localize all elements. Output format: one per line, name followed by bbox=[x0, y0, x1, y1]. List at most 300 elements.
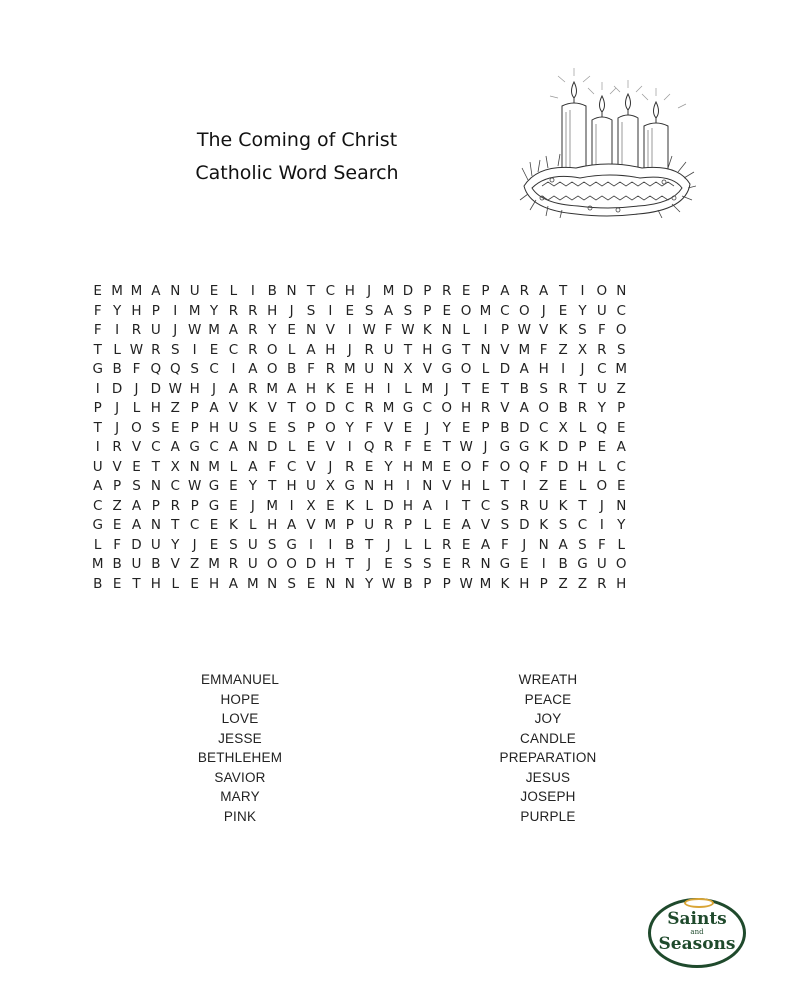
grid-letter: C bbox=[325, 283, 336, 299]
grid-letter: V bbox=[325, 322, 335, 338]
grid-letter: B bbox=[558, 400, 568, 416]
grid-letter: S bbox=[403, 302, 413, 319]
grid-letter: F bbox=[93, 322, 102, 338]
grid-letter: S bbox=[616, 341, 626, 358]
grid-letter: J bbox=[599, 497, 604, 514]
grid-letter: E bbox=[229, 478, 238, 494]
grid-letter: E bbox=[93, 283, 102, 299]
grid-letter: V bbox=[539, 322, 549, 338]
word-list-item: JESSE bbox=[218, 730, 262, 746]
grid-letter: E bbox=[267, 419, 277, 436]
grid-letter: J bbox=[580, 361, 585, 377]
grid-letter: A bbox=[228, 322, 239, 338]
grid-letter: N bbox=[150, 478, 161, 494]
grid-letter: H bbox=[364, 380, 375, 397]
grid-letter: X bbox=[325, 478, 335, 494]
grid-letter: H bbox=[519, 575, 530, 592]
grid-letter: E bbox=[403, 419, 413, 436]
word-list-item: HOPE bbox=[220, 691, 260, 707]
grid-letter: U bbox=[131, 556, 142, 572]
grid-letter: J bbox=[328, 458, 333, 475]
grid-letter: E bbox=[597, 439, 607, 455]
grid-letter: S bbox=[364, 302, 374, 319]
grid-letter: N bbox=[538, 536, 549, 553]
grid-letter: U bbox=[189, 283, 200, 299]
grid-letter: L bbox=[481, 361, 490, 377]
grid-letter: R bbox=[151, 341, 161, 358]
grid-letter: S bbox=[403, 556, 413, 572]
grid-letter: U bbox=[247, 536, 258, 553]
grid-letter: E bbox=[423, 439, 432, 455]
grid-letter: Y bbox=[112, 302, 122, 319]
grid-letter: M bbox=[266, 497, 279, 514]
grid-letter: L bbox=[287, 341, 296, 358]
grid-letter: G bbox=[92, 517, 103, 533]
advent-wreath-candles-icon bbox=[518, 68, 696, 218]
grid-letter: Y bbox=[578, 302, 587, 319]
grid-letter: A bbox=[616, 439, 626, 455]
grid-letter: J bbox=[134, 380, 139, 397]
grid-letter: H bbox=[208, 575, 220, 592]
grid-letter: O bbox=[266, 556, 278, 572]
grid-letter: I bbox=[115, 322, 120, 338]
grid-letter: V bbox=[480, 517, 491, 533]
grid-letter: H bbox=[267, 302, 278, 319]
grid-letter: L bbox=[229, 283, 238, 299]
word-list-item: PURPLE bbox=[520, 808, 576, 824]
grid-letter: T bbox=[500, 478, 510, 494]
title-line-1: The Coming of Christ bbox=[196, 129, 398, 151]
grid-letter: A bbox=[228, 380, 239, 397]
grid-letter: O bbox=[538, 400, 549, 416]
grid-letter: I bbox=[444, 497, 449, 514]
grid-letter: F bbox=[597, 536, 606, 553]
grid-letter: E bbox=[442, 517, 451, 533]
grid-letter: L bbox=[598, 458, 606, 475]
grid-letter: C bbox=[228, 341, 239, 358]
grid-letter: L bbox=[423, 536, 432, 553]
grid-letter: D bbox=[499, 361, 511, 377]
grid-letter: U bbox=[228, 419, 239, 436]
grid-letter: E bbox=[209, 341, 219, 358]
grid-letter: M bbox=[615, 361, 628, 377]
grid-letter: A bbox=[519, 361, 529, 377]
grid-letter: T bbox=[345, 556, 354, 572]
grid-letter: A bbox=[209, 400, 219, 416]
grid-letter: Y bbox=[617, 517, 626, 533]
grid-letter: E bbox=[209, 536, 219, 553]
grid-letter: R bbox=[383, 439, 394, 455]
grid-letter: M bbox=[111, 283, 123, 299]
grid-letter: U bbox=[596, 556, 607, 572]
grid-letter: P bbox=[113, 478, 122, 494]
grid-letter: Z bbox=[112, 497, 122, 514]
grid-letter: F bbox=[384, 322, 393, 338]
grid-letter: Z bbox=[190, 556, 200, 572]
grid-letter: Q bbox=[596, 419, 608, 436]
grid-letter: I bbox=[347, 322, 352, 338]
grid-letter: W bbox=[401, 322, 415, 338]
word-list-item: BETHLEHEM bbox=[197, 750, 283, 765]
grid-letter: M bbox=[130, 283, 143, 299]
grid-letter: P bbox=[190, 419, 199, 436]
grid-letter: G bbox=[344, 478, 355, 494]
grid-letter: Z bbox=[616, 380, 626, 397]
word-list-item: MARY bbox=[220, 789, 260, 804]
grid-row bbox=[88, 458, 708, 478]
grid-letter: A bbox=[151, 283, 161, 299]
grid-letter: Y bbox=[345, 419, 354, 436]
grid-letter: L bbox=[617, 536, 625, 553]
grid-letter: I bbox=[231, 361, 236, 377]
grid-letter: P bbox=[190, 400, 199, 416]
grid-letter: U bbox=[306, 478, 316, 494]
grid-letter: J bbox=[541, 302, 546, 319]
grid-letter: S bbox=[267, 536, 277, 553]
grid-letter: A bbox=[286, 380, 297, 397]
grid-letter: J bbox=[115, 400, 120, 416]
grid-letter: V bbox=[267, 400, 277, 416]
grid-letter: D bbox=[557, 439, 569, 455]
grid-letter: Z bbox=[170, 400, 180, 416]
grid-letter: R bbox=[461, 556, 471, 572]
grid-letter: R bbox=[248, 341, 258, 358]
grid-letter: S bbox=[539, 380, 548, 397]
grid-letter: F bbox=[481, 458, 490, 475]
grid-letter: R bbox=[597, 575, 607, 592]
grid-letter: R bbox=[442, 283, 452, 299]
grid-letter: E bbox=[558, 478, 568, 494]
grid-letter: Z bbox=[558, 341, 568, 358]
grid-letter: M bbox=[421, 380, 434, 397]
grid-letter: T bbox=[306, 283, 316, 299]
word-list-left bbox=[150, 670, 330, 826]
grid-letter: J bbox=[367, 283, 372, 299]
grid-letter: T bbox=[500, 380, 510, 397]
grid-letter: R bbox=[248, 302, 258, 319]
grid-letter: J bbox=[250, 497, 255, 514]
grid-letter: L bbox=[132, 400, 141, 416]
grid-letter: N bbox=[325, 575, 336, 592]
grid-letter: D bbox=[383, 497, 394, 514]
grid-letter: R bbox=[345, 458, 355, 475]
word-list-item: PINK bbox=[223, 808, 257, 824]
grid-letter: C bbox=[500, 302, 510, 319]
grid-letter: B bbox=[403, 575, 413, 592]
grid-letter: F bbox=[501, 536, 509, 553]
grid-letter: T bbox=[442, 439, 451, 455]
grid-letter: E bbox=[461, 536, 471, 553]
grid-letter: P bbox=[151, 497, 160, 514]
grid-letter: P bbox=[306, 419, 316, 436]
grid-row bbox=[88, 302, 708, 322]
grid-letter: I bbox=[192, 341, 197, 358]
grid-letter: G bbox=[441, 341, 452, 358]
grid-letter: U bbox=[383, 341, 394, 358]
word-list-item: PEACE bbox=[524, 691, 572, 707]
grid-letter: L bbox=[171, 575, 180, 592]
grid-letter: S bbox=[423, 556, 432, 572]
grid-letter: E bbox=[442, 302, 451, 319]
grid-letter: T bbox=[461, 497, 471, 514]
grid-letter: W bbox=[362, 322, 376, 338]
grid-letter: L bbox=[249, 517, 257, 533]
grid-letter: Q bbox=[150, 361, 162, 377]
grid-letter: L bbox=[93, 536, 102, 553]
grid-letter: R bbox=[228, 556, 239, 572]
grid-letter: S bbox=[287, 575, 296, 592]
grid-letter: M bbox=[518, 341, 531, 358]
word-list-item: CANDLE bbox=[520, 730, 576, 746]
grid-letter: V bbox=[306, 517, 316, 533]
grid-letter: J bbox=[444, 380, 449, 397]
grid-letter: S bbox=[190, 361, 199, 377]
grid-letter: Y bbox=[442, 419, 451, 436]
grid-letter: U bbox=[364, 361, 375, 377]
grid-letter: B bbox=[151, 556, 161, 572]
grid-letter: E bbox=[558, 302, 568, 319]
grid-letter: N bbox=[616, 497, 627, 514]
grid-letter: K bbox=[345, 497, 355, 514]
grid-letter: G bbox=[499, 439, 511, 455]
grid-letter: H bbox=[344, 283, 355, 299]
grid-letter: F bbox=[93, 302, 102, 319]
grid-letter: A bbox=[248, 458, 258, 475]
grid-letter: J bbox=[212, 380, 217, 397]
grid-letter: H bbox=[208, 419, 220, 436]
grid-letter: O bbox=[266, 341, 278, 358]
grid-letter: P bbox=[403, 517, 413, 533]
grid-letter: K bbox=[248, 400, 258, 416]
grid-letter: O bbox=[596, 478, 608, 494]
grid-letter: Y bbox=[365, 575, 374, 592]
grid-letter: C bbox=[286, 458, 297, 475]
grid-letter: B bbox=[286, 361, 297, 377]
grid-letter: P bbox=[93, 400, 102, 416]
grid-letter: Z bbox=[558, 575, 568, 592]
grid-letter: F bbox=[539, 341, 548, 358]
grid-letter: E bbox=[461, 283, 471, 299]
grid-letter: F bbox=[113, 536, 121, 553]
grid-letter: O bbox=[460, 361, 472, 377]
grid-letter: E bbox=[190, 575, 199, 592]
grid-letter: L bbox=[578, 419, 587, 436]
grid-letter: C bbox=[616, 302, 626, 319]
grid-letter: F bbox=[539, 458, 548, 475]
grid-letter: L bbox=[462, 322, 470, 338]
grid-letter: E bbox=[132, 458, 141, 475]
grid-letter: J bbox=[367, 556, 372, 572]
grid-letter: R bbox=[558, 380, 568, 397]
grid-letter: C bbox=[577, 517, 588, 533]
grid-letter: L bbox=[287, 439, 296, 455]
grid-letter: B bbox=[345, 536, 355, 553]
grid-row bbox=[88, 555, 708, 575]
grid-letter: M bbox=[266, 380, 279, 397]
grid-letter: J bbox=[192, 536, 197, 553]
grid-letter: H bbox=[150, 400, 161, 416]
grid-letter: K bbox=[325, 380, 335, 397]
grid-letter: I bbox=[328, 536, 333, 553]
word-list-item: LOVE bbox=[221, 711, 259, 726]
grid-letter: V bbox=[131, 439, 142, 455]
grid-letter: K bbox=[539, 439, 549, 455]
grid-letter: W bbox=[517, 322, 531, 338]
grid-letter: U bbox=[150, 322, 161, 338]
grid-letter: I bbox=[173, 302, 178, 319]
grid-letter: O bbox=[615, 556, 627, 572]
grid-letter: B bbox=[93, 575, 103, 592]
grid-letter: S bbox=[500, 497, 510, 514]
grid-letter: I bbox=[405, 478, 410, 494]
grid-letter: R bbox=[383, 517, 394, 533]
grid-letter: D bbox=[150, 380, 162, 397]
grid-letter: L bbox=[423, 517, 432, 533]
grid-letter: M bbox=[208, 458, 220, 475]
grid-letter: K bbox=[558, 322, 568, 338]
grid-letter: N bbox=[383, 361, 394, 377]
grid-letter: V bbox=[112, 458, 122, 475]
grid-letter: F bbox=[307, 361, 315, 377]
grid-letter: M bbox=[382, 400, 395, 416]
halo-icon bbox=[684, 898, 714, 908]
grid-letter: E bbox=[364, 458, 374, 475]
grid-letter: N bbox=[150, 517, 161, 533]
grid-letter: I bbox=[250, 283, 255, 299]
grid-letter: N bbox=[170, 283, 181, 299]
grid-letter: S bbox=[500, 517, 510, 533]
grid-letter: P bbox=[423, 302, 432, 319]
grid-letter: V bbox=[170, 556, 180, 572]
grid-letter: R bbox=[228, 302, 239, 319]
grid-letter: C bbox=[170, 478, 180, 494]
grid-letter: G bbox=[92, 361, 103, 377]
grid-letter: C bbox=[480, 497, 491, 514]
grid-letter: T bbox=[578, 497, 587, 514]
grid-letter: H bbox=[150, 575, 161, 592]
grid-letter: N bbox=[480, 341, 491, 358]
grid-letter: T bbox=[578, 380, 587, 397]
grid-letter: D bbox=[267, 439, 278, 455]
grid-row bbox=[88, 419, 708, 439]
grid-letter: K bbox=[422, 322, 432, 338]
grid-letter: B bbox=[500, 419, 510, 436]
grid-letter: S bbox=[578, 536, 587, 553]
grid-letter: A bbox=[558, 536, 568, 553]
grid-letter: C bbox=[209, 361, 219, 377]
grid-letter: N bbox=[480, 556, 491, 572]
page-title bbox=[150, 124, 444, 190]
grid-letter: G bbox=[208, 478, 220, 494]
grid-letter: U bbox=[538, 497, 549, 514]
grid-letter: K bbox=[558, 497, 568, 514]
grid-letter: A bbox=[131, 497, 142, 514]
logo-line-1: Saints bbox=[667, 909, 727, 929]
grid-letter: G bbox=[286, 536, 297, 553]
grid-letter: M bbox=[208, 322, 220, 338]
grid-letter: P bbox=[423, 575, 432, 592]
word-list-item: EMMANUEL bbox=[200, 672, 280, 687]
grid-letter: A bbox=[93, 478, 103, 494]
grid-row bbox=[88, 497, 708, 517]
grid-row bbox=[88, 438, 708, 458]
grid-letter: G bbox=[519, 439, 530, 455]
grid-letter: P bbox=[481, 419, 490, 436]
grid-letter: I bbox=[95, 380, 100, 397]
word-list-item: JOSEPH bbox=[520, 789, 576, 804]
grid-letter: L bbox=[404, 536, 412, 553]
grid-letter: R bbox=[248, 380, 258, 397]
grid-letter: M bbox=[246, 575, 259, 592]
grid-letter: O bbox=[518, 302, 530, 319]
grid-letter: C bbox=[209, 439, 219, 455]
grid-row bbox=[88, 321, 708, 341]
grid-letter: H bbox=[461, 400, 472, 416]
grid-letter: V bbox=[228, 400, 239, 416]
grid-letter: L bbox=[229, 458, 238, 475]
grid-letter: I bbox=[561, 361, 566, 377]
grid-letter: M bbox=[479, 575, 492, 592]
grid-letter: O bbox=[305, 400, 317, 416]
grid-letter: L bbox=[113, 341, 121, 358]
grid-letter: M bbox=[208, 556, 220, 572]
grid-letter: U bbox=[247, 556, 258, 572]
grid-letter: E bbox=[461, 419, 471, 436]
grid-row bbox=[88, 575, 708, 595]
grid-letter: E bbox=[306, 439, 316, 455]
grid-letter: J bbox=[173, 322, 178, 338]
grid-letter: R bbox=[480, 400, 491, 416]
grid-letter: R bbox=[519, 283, 529, 299]
grid-letter: D bbox=[325, 400, 336, 416]
grid-letter: H bbox=[131, 302, 142, 319]
grid-letter: T bbox=[171, 517, 180, 533]
grid-letter: X bbox=[403, 361, 413, 377]
grid-letter: T bbox=[365, 536, 374, 553]
grid-letter: E bbox=[170, 419, 180, 436]
grid-letter: C bbox=[422, 400, 433, 416]
grid-letter: D bbox=[111, 380, 123, 397]
grid-letter: W bbox=[129, 341, 144, 358]
grid-letter: F bbox=[404, 439, 412, 455]
grid-letter: O bbox=[615, 322, 627, 338]
title-line-2: Catholic Word Search bbox=[195, 162, 399, 184]
grid-letter: G bbox=[499, 556, 511, 572]
grid-row bbox=[88, 341, 708, 361]
grid-letter: N bbox=[286, 283, 297, 299]
word-list-item: JESUS bbox=[525, 769, 571, 785]
grid-letter: E bbox=[616, 478, 626, 494]
grid-letter: N bbox=[267, 575, 278, 592]
grid-letter: N bbox=[344, 575, 355, 592]
grid-letter: U bbox=[150, 536, 161, 553]
grid-letter: T bbox=[461, 380, 471, 397]
grid-letter: P bbox=[500, 322, 509, 338]
grid-letter: L bbox=[578, 478, 587, 494]
grid-letter: V bbox=[325, 439, 335, 455]
grid-letter: T bbox=[403, 341, 413, 358]
grid-letter: W bbox=[459, 575, 473, 592]
grid-letter: L bbox=[404, 380, 412, 397]
grid-letter: H bbox=[538, 361, 549, 377]
grid-letter: C bbox=[345, 400, 355, 416]
grid-letter: M bbox=[91, 556, 104, 572]
grid-letter: O bbox=[441, 400, 453, 416]
grid-letter: R bbox=[248, 322, 258, 338]
grid-letter: C bbox=[92, 497, 103, 514]
grid-letter: S bbox=[229, 536, 238, 553]
grid-letter: T bbox=[93, 419, 102, 436]
